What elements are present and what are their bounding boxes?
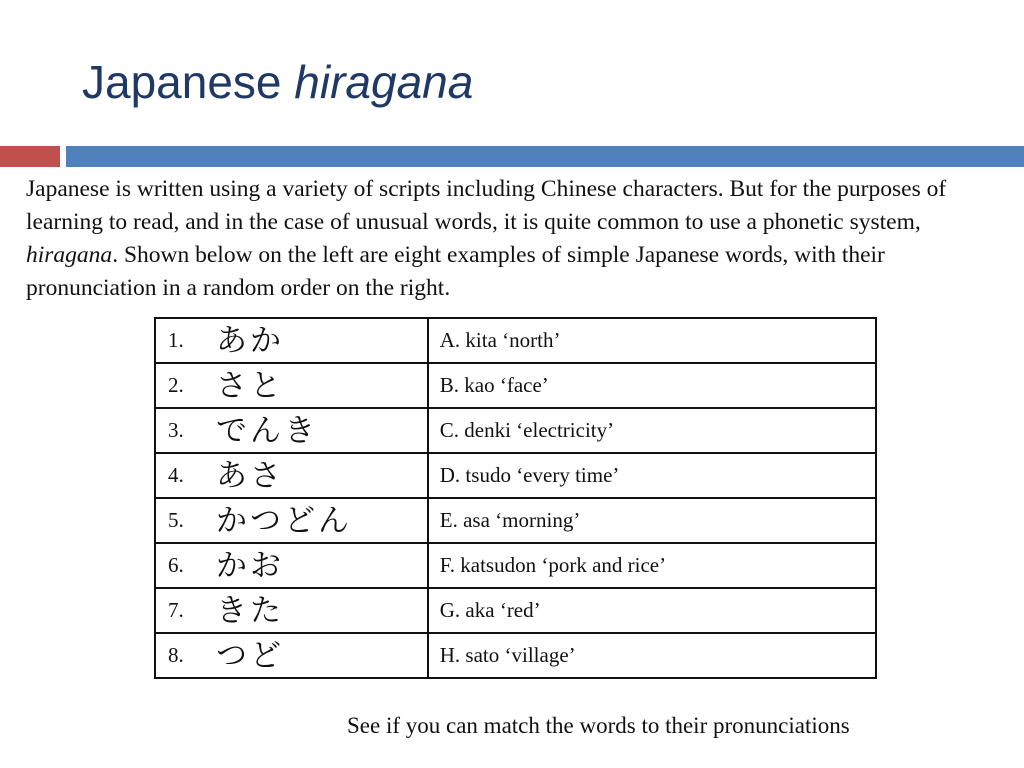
intro-paragraph (26, 173, 1006, 305)
pronunciation-cell: A. kita ‘north’ (428, 318, 876, 363)
table-row (155, 543, 876, 588)
item-number: 1. (168, 328, 184, 352)
pronunciation-cell: B. kao ‘face’ (428, 363, 876, 408)
word-cell (155, 633, 428, 678)
item-number: 7. (168, 598, 184, 622)
word-cell (155, 498, 428, 543)
word-cell (155, 363, 428, 408)
table-row (155, 453, 876, 498)
word-cell (155, 318, 428, 363)
item-number: 2. (168, 373, 184, 397)
intro-text-part2: . Shown below on the left are eight examples of simple Japanese words, with their pronunciation in a random order on the right. (26, 242, 885, 301)
hiragana-word: でんき (216, 412, 318, 449)
accent-bar-red (0, 146, 60, 167)
hiragana-word: かお (216, 547, 284, 584)
hiragana-word: さと (216, 367, 284, 404)
pronunciation-cell: D. tsudo ‘every time’ (428, 453, 876, 498)
pronunciation-cell: H. sato ‘village’ (428, 633, 876, 678)
footer-instruction: See if you can match the words to their pronunciations (347, 713, 850, 738)
intro-text-italic: hiragana (26, 242, 113, 268)
word-cell (155, 408, 428, 453)
word-cell (155, 588, 428, 633)
hiragana-word: あか (216, 322, 284, 359)
pronunciation-cell: C. denki ‘electricity’ (428, 408, 876, 453)
item-number: 3. (168, 418, 184, 442)
table-row (155, 588, 876, 633)
hiragana-word: きた (216, 592, 284, 629)
hiragana-word: あさ (216, 457, 284, 494)
hiragana-word: かつどん (216, 502, 352, 539)
table-row (155, 363, 876, 408)
slide-title-plain: Japanese (82, 56, 295, 108)
item-number: 4. (168, 463, 184, 487)
slide-title-italic: hiragana (294, 56, 474, 108)
table-row (155, 318, 876, 363)
accent-bar-blue (66, 146, 1024, 167)
table-row (155, 408, 876, 453)
slide-title (82, 52, 473, 112)
table-row (155, 633, 876, 678)
matching-table (154, 317, 877, 679)
pronunciation-cell: E. asa ‘morning’ (428, 498, 876, 543)
table-row (155, 498, 876, 543)
hiragana-word: つど (216, 637, 284, 674)
pronunciation-cell: F. katsudon ‘pork and rice’ (428, 543, 876, 588)
intro-text-part1: Japanese is written using a variety of scripts including Chinese characters. But for the purposes of learning to read, and in the case of unusual words, it is quite common to use a phonetic system, (26, 176, 947, 235)
item-number: 8. (168, 643, 184, 667)
word-cell (155, 543, 428, 588)
item-number: 5. (168, 508, 184, 532)
pronunciation-cell: G. aka ‘red’ (428, 588, 876, 633)
item-number: 6. (168, 553, 184, 577)
word-cell (155, 453, 428, 498)
